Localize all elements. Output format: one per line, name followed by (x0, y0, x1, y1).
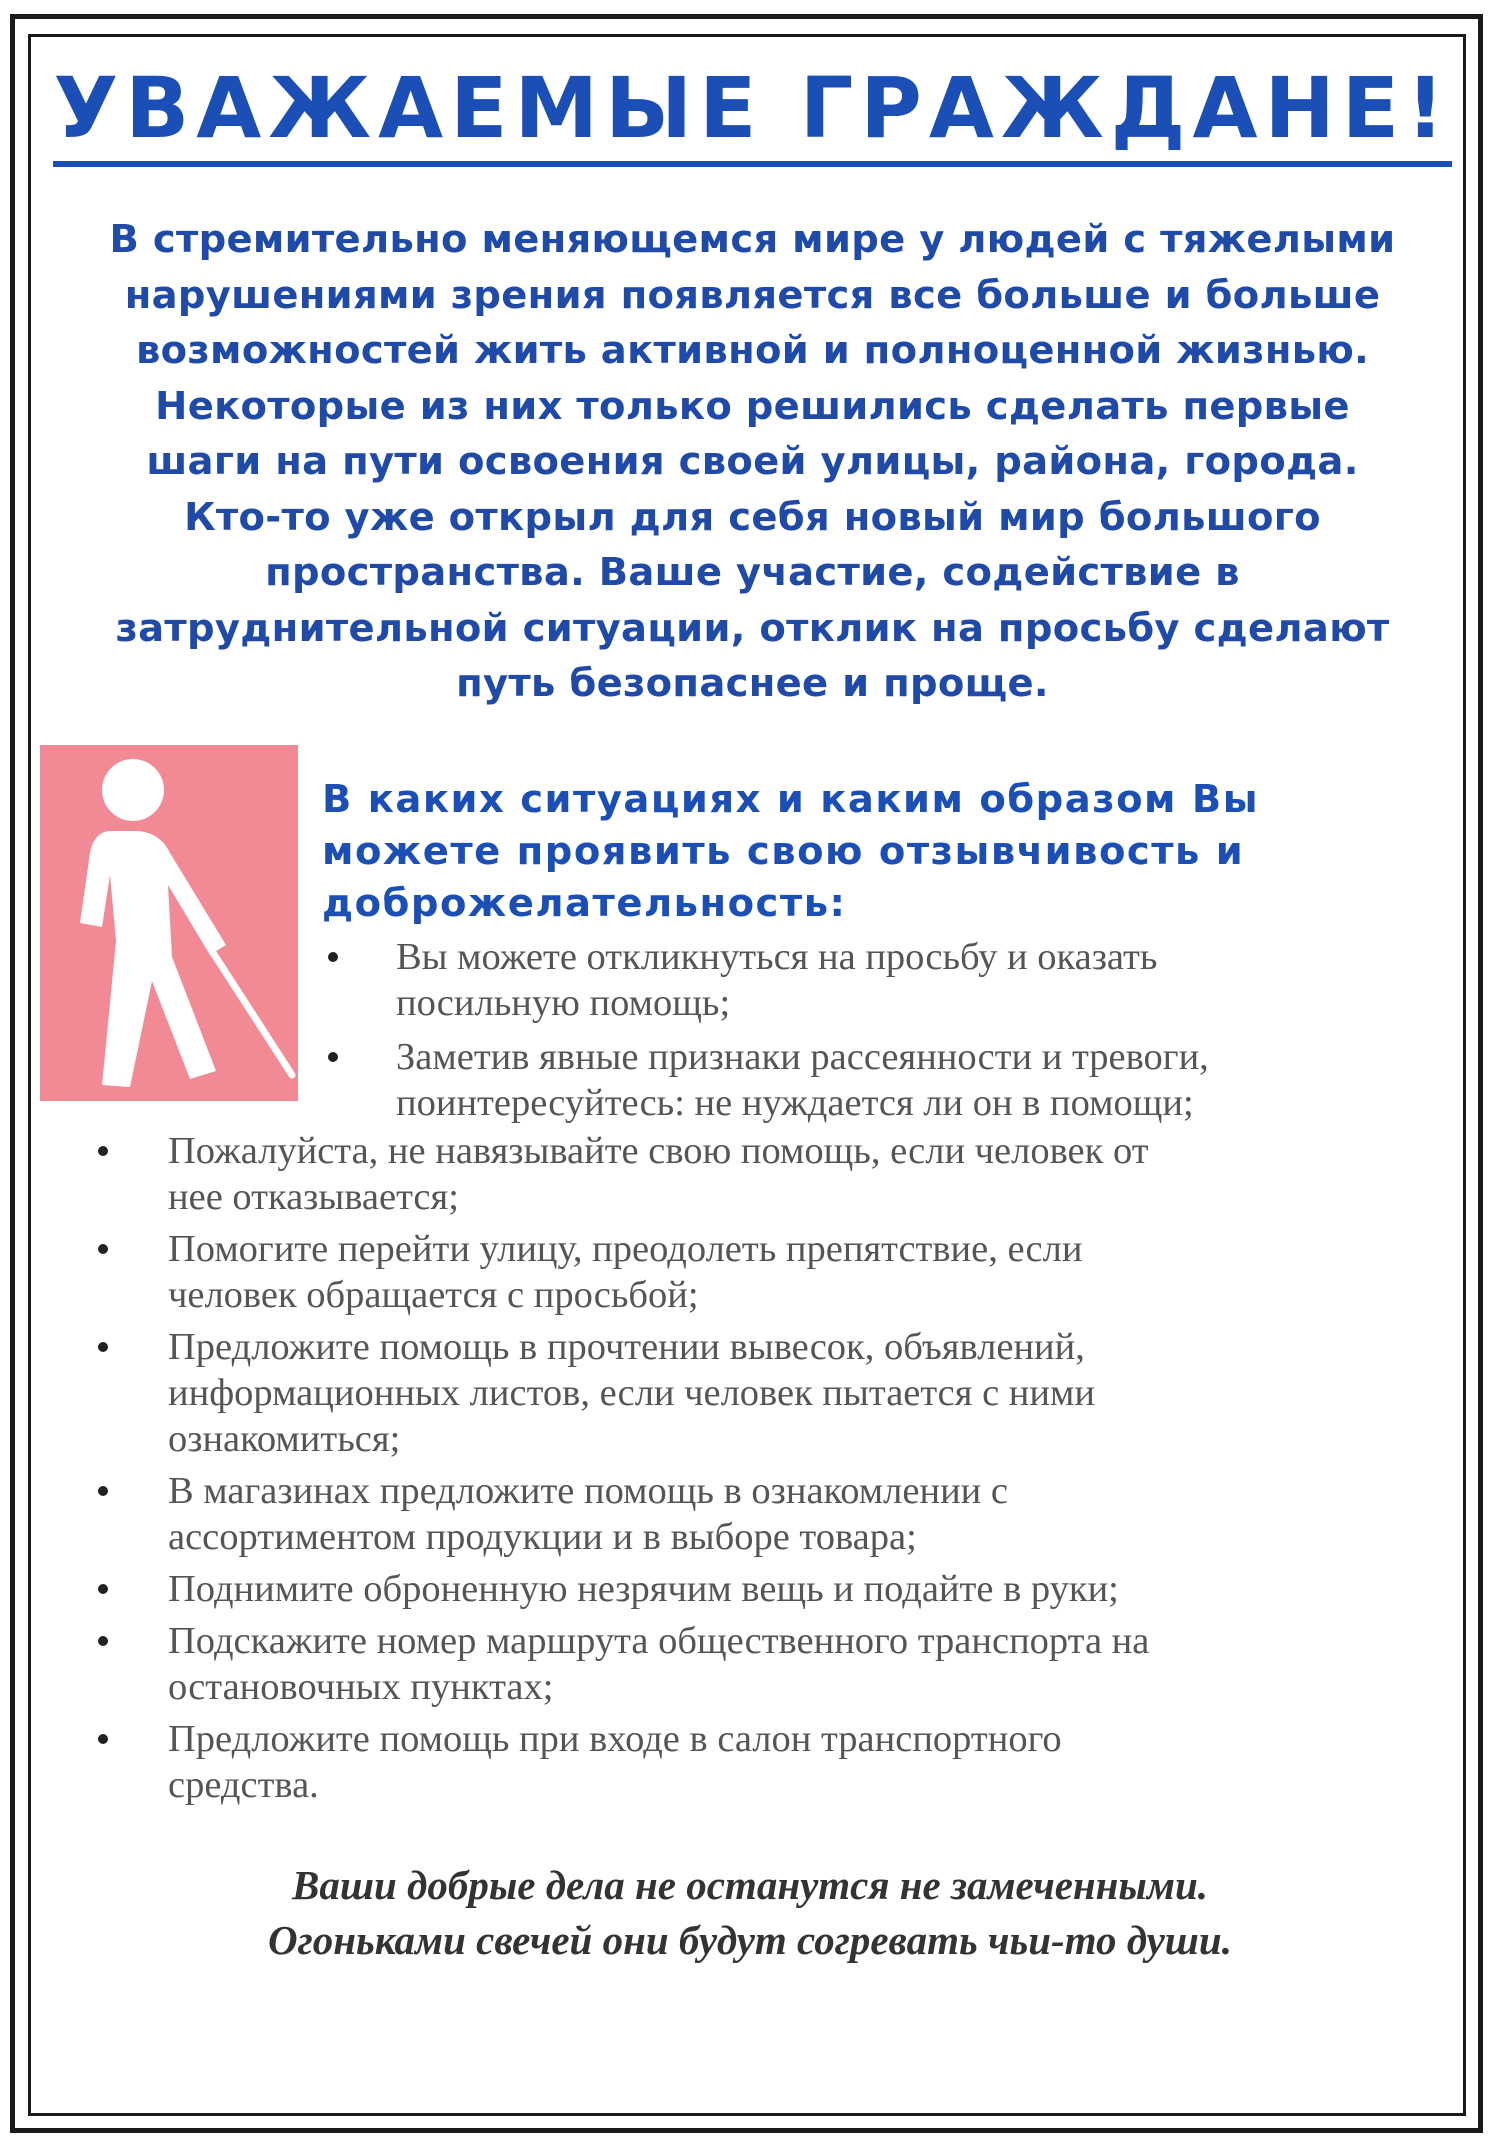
list-item-line: посильную помощь; (396, 982, 731, 1024)
list-item-line: Подскажите номер маршрута общественного транспорта на (168, 1620, 1150, 1662)
list-item-line: Пожалуйста, не навязывайте свою помощь, если человек от (168, 1130, 1149, 1172)
bullet-icon (98, 1584, 108, 1594)
question-line: доброжелательность: (322, 881, 847, 926)
question-line: В каких ситуациях и каким образом Вы (322, 777, 1260, 822)
list-item (168, 1566, 1368, 1612)
closing-line: Огоньками свечей они будут согревать чьи-то души. (268, 1917, 1232, 1963)
question-line: можете проявить свою отзывчивость и (322, 829, 1245, 874)
intro-line: нарушениями зрения появляется все больше и больше (124, 272, 1381, 318)
list-item-line: средства. (168, 1764, 319, 1806)
list-item (168, 1324, 1368, 1462)
bullet-icon (98, 1636, 108, 1646)
intro-line: затруднительной ситуации, отклик на просьбу сделают (115, 605, 1390, 651)
list-item-line: Предложите помощь при входе в салон транспортного (168, 1718, 1062, 1760)
intro-line: путь безопаснее и проще. (456, 661, 1049, 706)
list-item (168, 1468, 1368, 1560)
list-item (396, 1034, 1426, 1126)
bullet-icon (328, 952, 338, 962)
list-item-line: Вы можете откликнуться на просьбу и оказать (396, 936, 1158, 978)
page-title-text: УВАЖАЕМЫЕ ГРАЖДАНЕ! (53, 59, 1451, 167)
list-item (168, 1226, 1368, 1318)
closing-line: Ваши добрые дела не останутся не замеченными. (291, 1862, 1209, 1908)
list-item-line: ассортиментом продукции и в выборе товара; (168, 1516, 917, 1558)
closing-message (100, 1858, 1400, 1968)
list-item-line: В магазинах предложите помощь в ознакомлении с (168, 1470, 1008, 1512)
bullet-icon (328, 1052, 338, 1062)
bullet-icon (98, 1146, 108, 1156)
advice-list-beside-image (396, 934, 1426, 1134)
intro-paragraph (90, 212, 1415, 712)
list-item (168, 1716, 1368, 1808)
list-item-line: человек обращается с просьбой; (168, 1274, 699, 1316)
intro-line: шаги на пути освоения своей улицы, района, города. (146, 439, 1359, 484)
question-heading (322, 774, 1422, 930)
list-item-line: Заметив явные признаки рассеянности и тревоги, (396, 1036, 1209, 1078)
intro-line: Некоторые из них только решились сделать первые (155, 383, 1350, 429)
list-item-line: остановочных пунктах; (168, 1666, 554, 1708)
bullet-icon (98, 1734, 108, 1744)
list-item (168, 1618, 1368, 1710)
list-item-line: поинтересуйтесь: не нуждается ли он в помощи; (396, 1082, 1194, 1124)
list-item-line: ознакомиться; (168, 1418, 401, 1460)
blind-person-with-cane-icon (40, 745, 298, 1101)
intro-line: Кто-то уже открыл для себя новый мир большого (184, 494, 1321, 540)
list-item (396, 934, 1426, 1026)
list-item (168, 1128, 1368, 1220)
list-item-line: нее отказывается; (168, 1176, 459, 1218)
bullet-icon (98, 1244, 108, 1254)
bullet-icon (98, 1486, 108, 1496)
intro-line: В стремительно меняющемся мире у людей с тяжелыми (109, 217, 1396, 262)
list-item-line: Поднимите оброненную незрячим вещь и подайте в руки; (168, 1568, 1119, 1610)
list-item-line: информационных листов, если человек пытается с ними (168, 1372, 1095, 1414)
list-item-line: Предложите помощь в прочтении вывесок, объявлений, (168, 1326, 1085, 1368)
intro-line: пространства. Ваше участие, содействие в (265, 550, 1240, 595)
bullet-icon (98, 1342, 108, 1352)
page-title (0, 59, 1505, 157)
intro-line: возможностей жить активной и полноценной жизнью. (135, 328, 1370, 373)
advice-list (168, 1128, 1368, 1814)
list-item-line: Помогите перейти улицу, преодолеть препятствие, если (168, 1228, 1083, 1270)
